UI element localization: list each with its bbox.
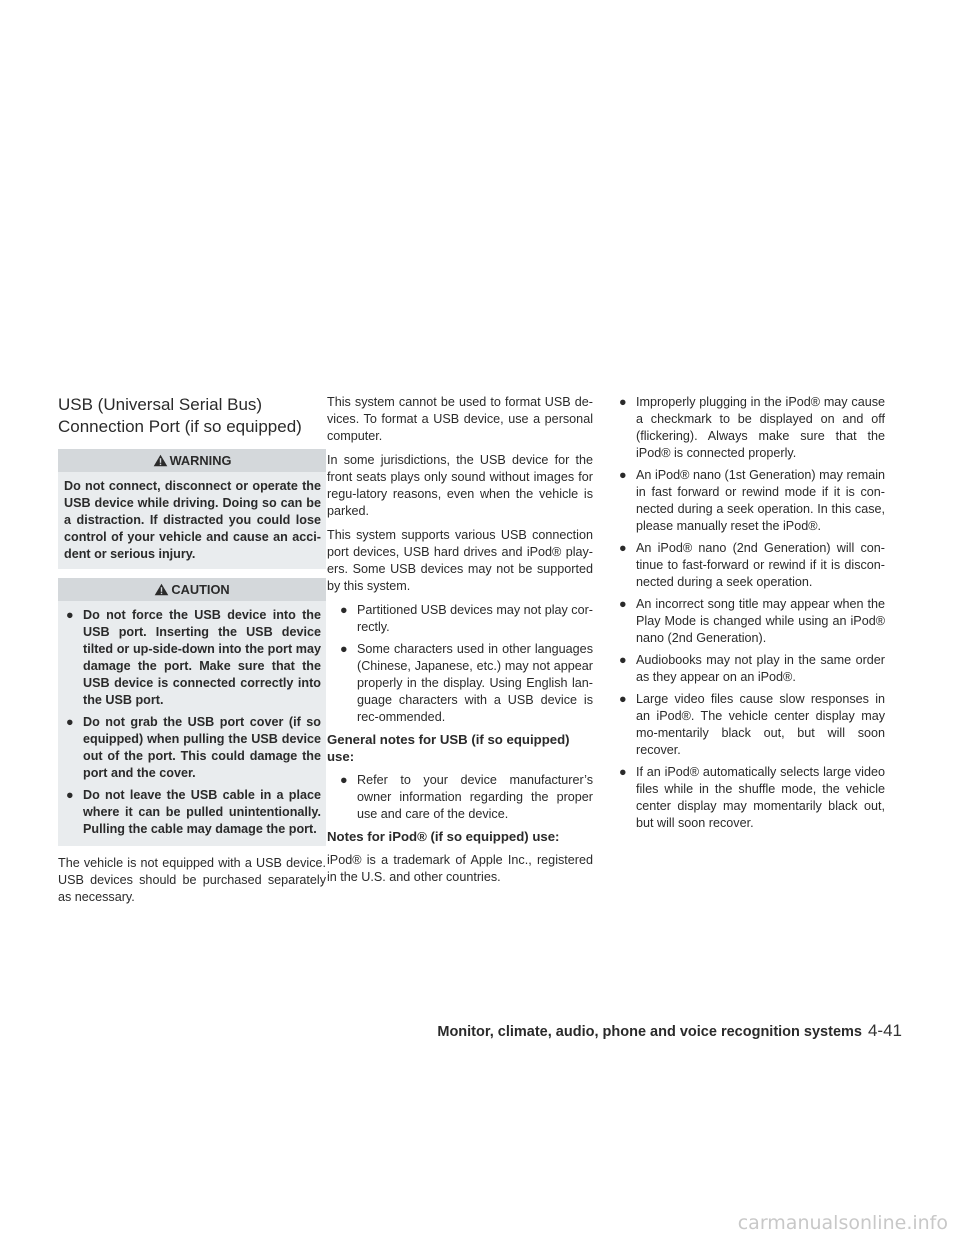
right-column (617, 394, 885, 837)
list-item-text: An iPod® nano (2nd Generation) will con-tinue to fast-forward or rewind if it is discon-nected during a seek operation. (636, 541, 885, 589)
middle-column (327, 394, 593, 893)
list-item-text: Audiobooks may not play in the same order as they appear on an iPod®. (636, 653, 885, 684)
usb-device-note: The vehicle is not equipped with a USB device. USB devices should be purchased separately as necessary. (58, 856, 326, 904)
bullet-icon: ● (340, 773, 348, 787)
list-item (617, 652, 885, 686)
list-item (617, 691, 885, 759)
bullet-icon: ● (619, 765, 627, 779)
format-note: This system cannot be used to format USB de-vices. To format a USB device, use a personal computer. (327, 395, 593, 443)
page-number: 4-41 (867, 1021, 902, 1040)
bullet-icon: ● (619, 653, 627, 667)
warning-text: Do not connect, disconnect or operate the USB device while driving. Doing so can be a distraction. If distracted you could lose control of your vehicle and cause an acci-dent or serious injury. (64, 479, 321, 561)
list-item-text: An incorrect song title may appear when the Play Mode is changed while using an iPod® nano (2nd Generation). (636, 597, 885, 645)
caution-header (58, 578, 326, 601)
jurisdiction-note: In some jurisdictions, the USB device for the front seats plays only sound without images for regu-latory reasons, even when the vehicle is parked. (327, 453, 593, 518)
bullet-icon: ● (619, 597, 627, 611)
bullet-icon: ● (66, 715, 74, 729)
bullet-icon: ● (619, 468, 627, 482)
caution-body (58, 601, 326, 846)
warning-header (58, 449, 326, 472)
list-item-text: Improperly plugging in the iPod® may cause a checkmark to be displayed on and off (flickering). Always make sure that the iPod® is connected properly. (636, 395, 885, 460)
ipod-trademark-note: iPod® is a trademark of Apple Inc., registered in the U.S. and other countries. (327, 853, 593, 884)
caution-item-text: Do not force the USB device into the USB port. Inserting the USB device tilted or up-side-down into the port may damage the port. Make sure that the USB device is connected correctly into the USB port. (83, 608, 321, 707)
general-notes-heading: General notes for USB (if so equipped) use: (327, 732, 570, 764)
list-item (617, 467, 885, 535)
list-item (617, 596, 885, 647)
list-item-text: Refer to your device manufacturer’s owner information regarding the proper use and care of the device. (357, 773, 593, 821)
list-item (327, 641, 593, 726)
bullet-icon: ● (619, 692, 627, 706)
list-item (617, 540, 885, 591)
bullet-icon: ● (340, 603, 348, 617)
page-footer (437, 1021, 902, 1042)
list-item-text: Large video files cause slow responses in an iPod®. The vehicle center display may mo-mentarily black out, but will soon recover. (636, 692, 885, 757)
list-item (327, 772, 593, 823)
section-title-line2: Connection Port (if so equipped) (58, 417, 302, 436)
ipod-notes-heading: Notes for iPod® (if so equipped) use: (327, 829, 560, 844)
section-title (58, 394, 326, 438)
caution-label: CAUTION (171, 582, 230, 597)
caution-item-text: Do not leave the USB cable in a place where it can be pulled unintentionally. Pulling the cable may damage the port. (83, 788, 321, 836)
warning-box (58, 449, 326, 569)
caution-item (64, 787, 321, 838)
list-item (617, 394, 885, 462)
section-title-line1: USB (Universal Serial Bus) (58, 395, 263, 414)
list-item-text: Some characters used in other languages (Chinese, Japanese, etc.) may not appear properly in the display. Using English lan-guage characters with a USB device is rec-ommended. (357, 642, 593, 724)
caution-box (58, 578, 326, 846)
warning-body (58, 472, 326, 569)
caution-item-text: Do not grab the USB port cover (if so equipped) when pulling the USB device out of the port. This could damage the port and the cover. (83, 715, 321, 780)
list-item (617, 764, 885, 832)
supported-devices-note: This system supports various USB connection port devices, USB hard drives and iPod® play-ers. Some USB devices may not be supported by this system. (327, 528, 593, 593)
bullet-icon: ● (66, 608, 74, 622)
caution-item (64, 714, 321, 782)
watermark: carmanualsonline.info (737, 1212, 948, 1234)
list-item-text: Partitioned USB devices may not play cor-rectly. (357, 603, 593, 634)
warning-triangle-icon (153, 454, 168, 467)
list-item-text: An iPod® nano (1st Generation) may remain in fast forward or rewind mode if it is con-nected during a seek operation. In this case, please manually reset the iPod®. (636, 468, 885, 533)
caution-triangle-icon (154, 583, 169, 596)
chapter-title: Monitor, climate, audio, phone and voice recognition systems (437, 1024, 862, 1040)
list-item-text: If an iPod® automatically selects large video files while in the shuffle mode, the vehicle center display may momentarily black out, but will soon recover. (636, 765, 885, 830)
left-column (58, 394, 326, 913)
list-item (327, 602, 593, 636)
bullet-icon: ● (619, 395, 627, 409)
bullet-icon: ● (619, 541, 627, 555)
bullet-icon: ● (66, 788, 74, 802)
warning-label: WARNING (169, 453, 232, 468)
bullet-icon: ● (340, 642, 348, 656)
caution-item (64, 607, 321, 709)
